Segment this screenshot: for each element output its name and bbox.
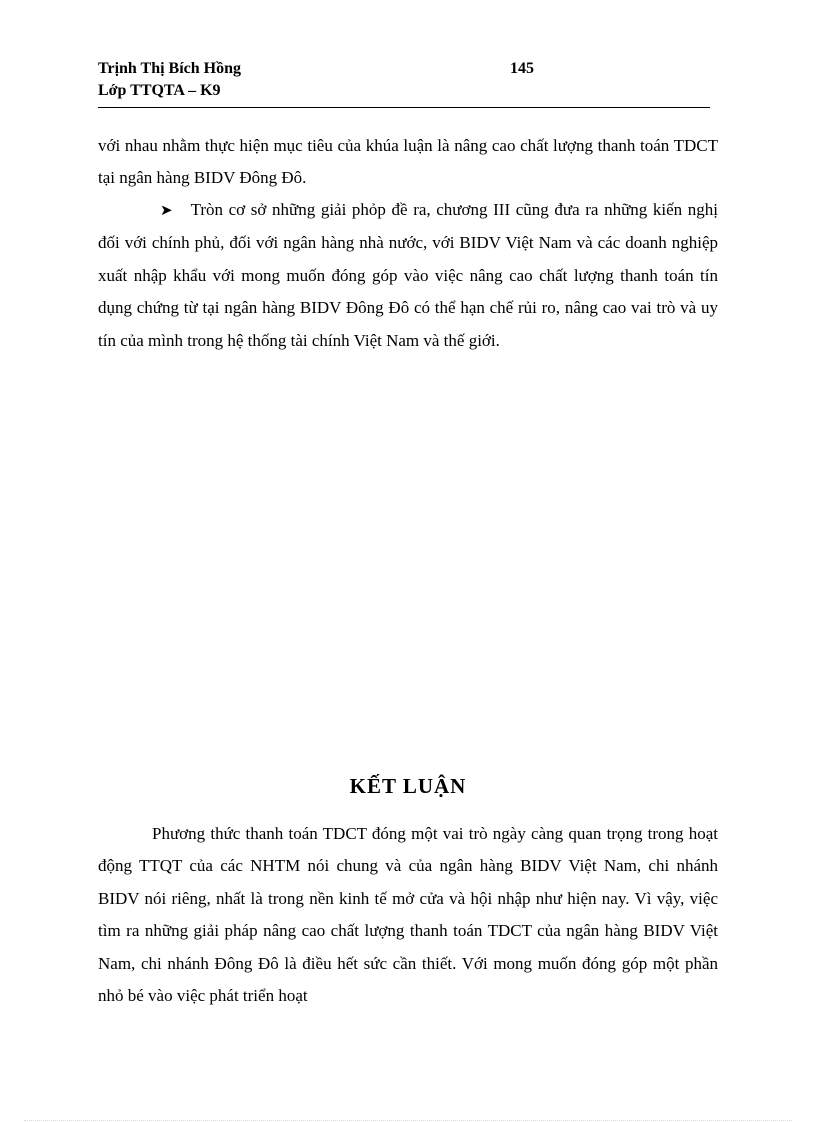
paragraph-conclusion: Phương thức thanh toán TDCT đóng một vai trò ngày càng quan trọng trong hoạt động TTQT của các NHTM nói chung và của ngân hàng BIDV Việt Nam, chi nhánh BIDV nói riêng, nhất là trong nền kinh tế mở cửa và hội nhập như hiện nay. Vì vậy, việc tìm ra những giải pháp nâng cao chất lượng thanh toán TDCT của ngân hàng BIDV Việt Nam, chi nhánh Đông Đô là điều hết sức cần thiết. Với mong muốn đóng góp một phần nhỏ bé vào việc phát triển hoạt bbox=[98, 824, 718, 1006]
class-name: Lớp TTQTA – K9 bbox=[98, 82, 221, 99]
section-title: KẾT LUẬN bbox=[349, 774, 467, 798]
author-name: Trịnh Thị Bích Hồng bbox=[98, 60, 242, 77]
page-header bbox=[98, 60, 710, 110]
paragraph-recommendations-text: Tròn cơ sở những giải phỏp đề ra, chương III cũng đưa ra những kiến nghị đối với chính phủ, đối với ngân hàng nhà nước, với BIDV Việt Nam và các doanh nghiệp xuất nhập khẩu với mong muốn đóng góp vào việc nâng cao chất lượng thanh toán tín dụng chứng từ tại ngân hàng BIDV Đông Đô có thể hạn chế rủi ro, nâng cao vai trò và uy tín của mình trong hệ thống tài chính Việt Nam và thế giới. bbox=[98, 200, 718, 350]
paragraph-recommendations bbox=[98, 194, 718, 357]
page-bottom-border bbox=[24, 1120, 792, 1121]
header-rule bbox=[98, 107, 710, 108]
paragraph-continuation: với nhau nhằm thực hiện mục tiêu của khúa luận là nâng cao chất lượng thanh toán TDCT tại ngân hàng BIDV Đông Đô. bbox=[98, 136, 718, 188]
arrow-bullet-icon: ➤ bbox=[160, 203, 173, 219]
page-number: 145 bbox=[510, 60, 534, 77]
